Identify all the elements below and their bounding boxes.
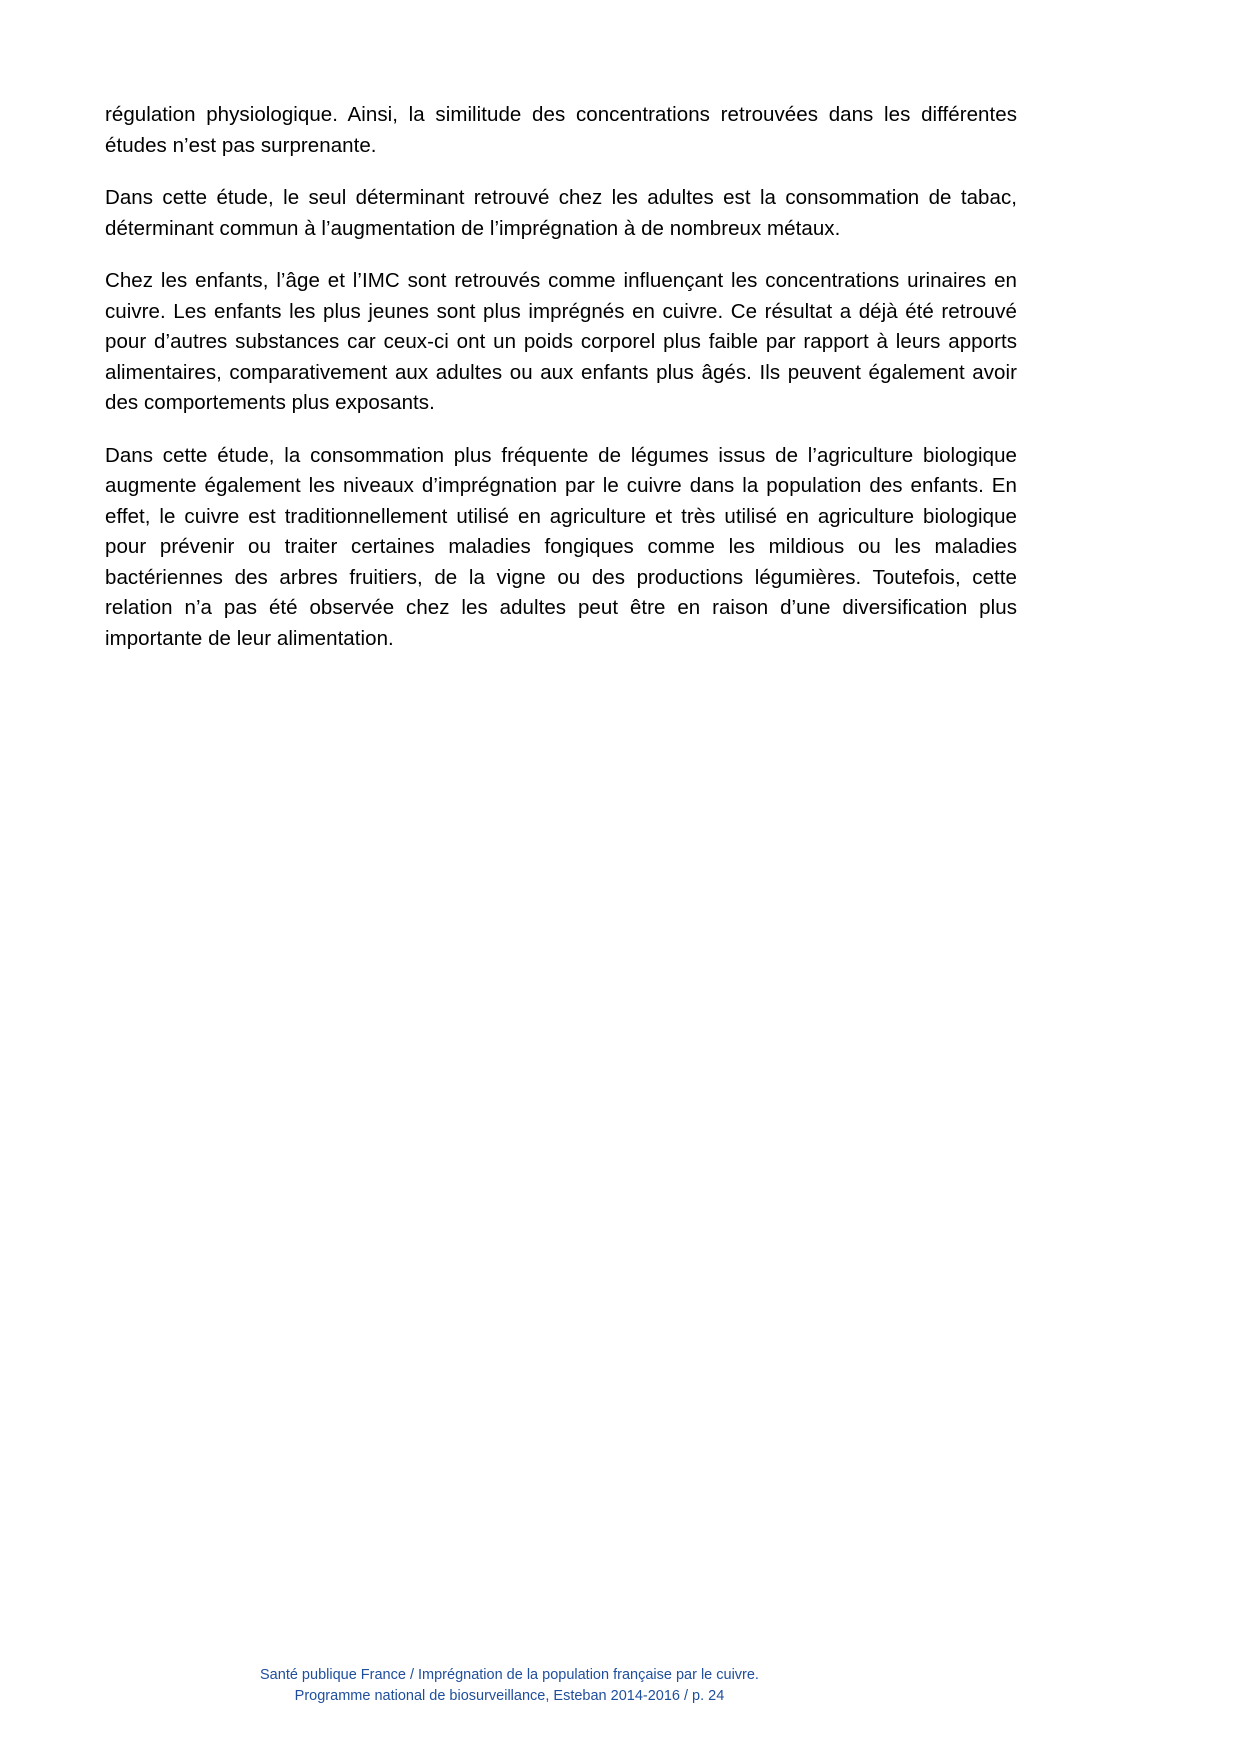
paragraph-4: Dans cette étude, la consommation plus fréquente de légumes issus de l’agriculture biologique augmente également les niveaux d’imprégnation par le cuivre dans la population des enfants. En effet, le cuivre est traditionnellement utilisé en agriculture et très utilisé en agriculture biologique pour prévenir ou traiter certaines maladies fongiques comme les mildious ou les maladies bactériennes des arbres fruitiers, de la vigne ou des productions légumières. Toutefois, cette relation n’a pas été observée chez les adultes peut être en raison d’une diversification plus importante de leur alimentation. bbox=[105, 443, 1017, 650]
footer-program-page-line: Programme national de biosurveillance, Esteban 2014-2016 / p. 24 bbox=[294, 1688, 725, 1704]
paragraph-2: Dans cette étude, le seul déterminant retrouvé chez les adultes est la consommation de tabac, déterminant commun à l’augmentation de l’imprégnation à de nombreux métaux. bbox=[105, 186, 1017, 240]
paragraph-3: Chez les enfants, l’âge et l’IMC sont retrouvés comme influençant les concentrations urinaires en cuivre. Les enfants les plus jeunes sont plus imprégnés en cuivre. Ce résultat a déjà été retrouvé pour d’autres substances car ceux-ci ont un poids corporel plus faible par rapport à leurs apports alimentaires, comparativement aux adultes ou aux enfants plus âgés. Ils peuvent également avoir des comportements plus exposants. bbox=[105, 269, 1017, 414]
document-body bbox=[105, 100, 1017, 654]
footer-publisher-line: Santé publique France / Imprégnation de la population française par le cuivre. bbox=[260, 1667, 759, 1683]
page-footer bbox=[0, 1665, 1241, 1707]
paragraph-1: régulation physiologique. Ainsi, la similitude des concentrations retrouvées dans les différentes études n’est pas surprenante. bbox=[105, 103, 1017, 157]
